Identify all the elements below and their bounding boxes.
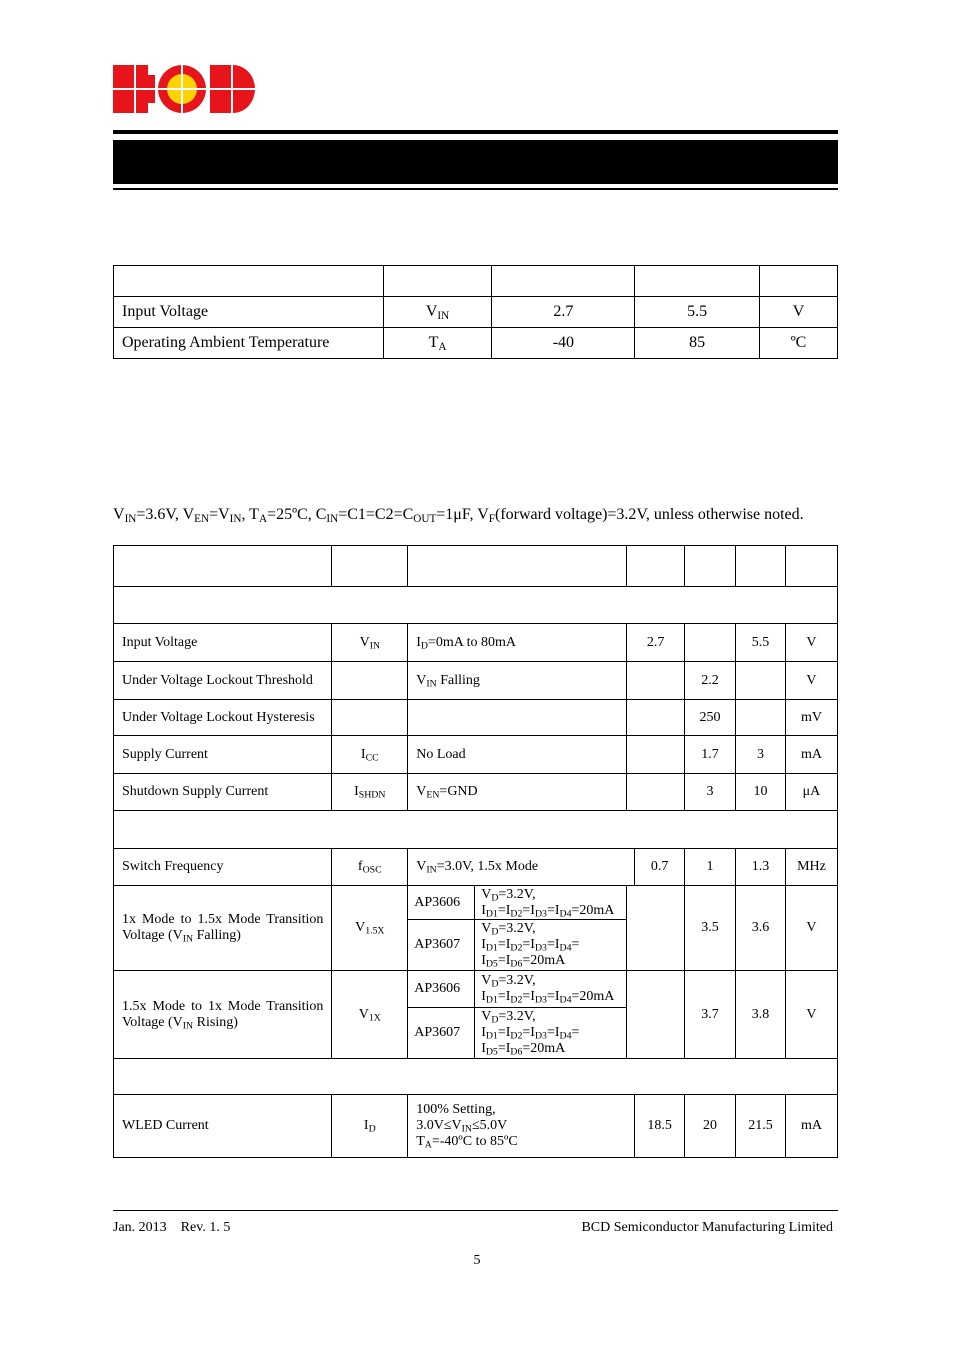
footer-rule [113, 1210, 838, 1211]
header-rule-top [113, 130, 838, 134]
table-row: 1x Mode to 1.5x Mode Transition Voltage ($V_{IN}$ Falling) $V_{1.5X}$ AP3606 $V_D=3.2V$, $I_{D1}=I_{D2}=I_{D3}=I_{D4}=20mA$ 3.5 3.6 V [114, 886, 838, 920]
page-number: 5 [473, 1253, 481, 1268]
header-rule-bottom [113, 188, 838, 190]
table-row: Switch Frequency $f_{OSC}$ $V_{IN}=3.0V$, 1.5x Mode 0.7 1 1.3 MHz [114, 849, 838, 886]
table-row: 1.5x Mode to 1x Mode Transition Voltage ($V_{IN}$ Rising) $V_{1X}$ AP3606 $V_D=3.2V$, $I_{D1}=I_{D2}=I_{D3}=I_{D4}=20mA$ 3.7 3.8 V [114, 971, 838, 1008]
table-row: Under Voltage Lockout Threshold $V_{IN}$ Falling 2.2 V [114, 662, 838, 700]
section-row [114, 587, 838, 624]
bcd-logo [113, 63, 255, 115]
table-row: Shutdown Supply Current $I_{SHDN}$ $V_{EN}=GND$ 3 10 μA [114, 774, 838, 811]
section-row [114, 1059, 838, 1095]
table-row: Operating Ambient Temperature $T_A$ -40 85 ºC [114, 328, 838, 359]
footer-company: BCD Semiconductor Manufacturing Limited [581, 1220, 833, 1235]
table-row: Under Voltage Lockout Hysteresis 250 mV [114, 700, 838, 736]
table-row: Input Voltage $V_{IN}$ 2.7 5.5 V [114, 297, 838, 328]
footer-date-rev: Jan. 2013 Rev. 1. 5 [113, 1220, 231, 1235]
header-banner [113, 140, 838, 184]
table-header-row [114, 546, 838, 587]
table-row: Supply Current $I_{CC}$ No Load 1.7 3 mA [114, 736, 838, 774]
recommended-conditions-table [113, 265, 838, 359]
section-row [114, 811, 838, 849]
test-conditions-text: $V_{IN}=3.6V$, $V_{EN}=V_{IN}$, $T_A=25ºC$, $C_{IN}=C1=C2=C_{OUT}=1\mu F$, $V_F(forward$ voltage)=3.2V, unless otherwise noted. [113, 506, 804, 525]
table-header-row [114, 266, 838, 297]
electrical-characteristics-table [113, 545, 838, 1158]
table-row: WLED Current $I_D$ 100% Setting, $3.0V\le V_{IN}\le 5.0V$ $T_A=-40ºC$ to 85ºC 18.5 20 21.5 mA [114, 1095, 838, 1158]
table-row: AP3607 $V_D=3.2V$, $I_{D1}=I_{D2}=I_{D3}=I_{D4}=$ $I_{D5}=I_{D6}=20mA$ [114, 920, 838, 971]
table-row: Input Voltage $V_{IN}$ $I_D=0mA$ to 80mA 2.7 5.5 V [114, 624, 838, 662]
table-row: AP3607 $V_D=3.2V$, $I_{D1}=I_{D2}=I_{D3}=I_{D4}=$ $I_{D5}=I_{D6}=20mA$ [114, 1008, 838, 1059]
